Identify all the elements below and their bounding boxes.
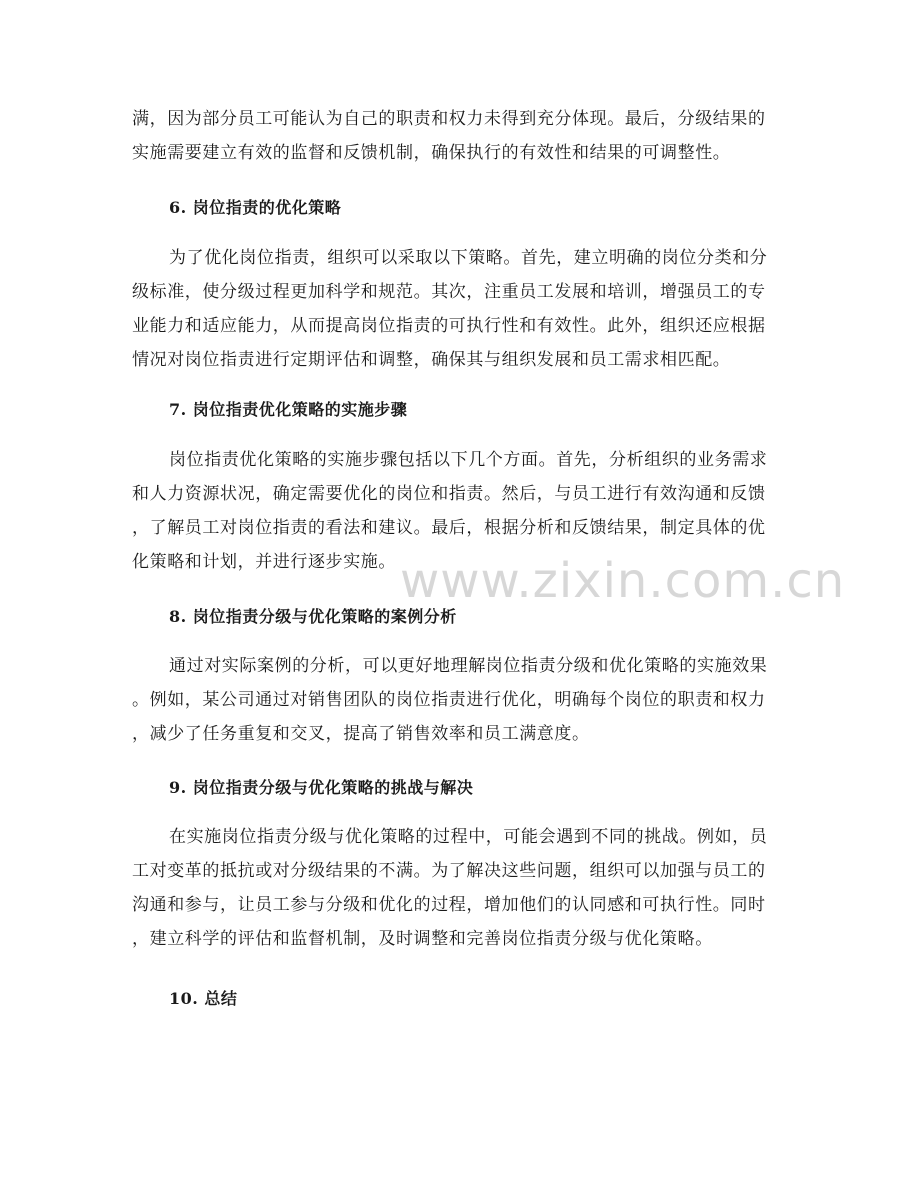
section-6-body (132, 241, 792, 377)
paragraph-line: 级标准，使分级过程更加科学和规范。其次，注重员工发展和培训，增强员工的专 (132, 282, 766, 302)
section-heading: 10. 总结 (169, 989, 238, 1008)
section-heading: 7. 岗位指责优化策略的实施步骤 (169, 400, 408, 419)
paragraph-line: 满，因为部分员工可能认为自己的职责和权力未得到充分体现。最后，分级结果的 (132, 109, 766, 129)
paragraph-line: 。例如，某公司通过对销售团队的岗位指责进行优化，明确每个岗位的职责和权力 (132, 690, 766, 710)
section-heading: 9. 岗位指责分级与优化策略的挑战与解决 (169, 778, 474, 797)
paragraph-line: 岗位指责优化策略的实施步骤包括以下几个方面。首先，分析组织的业务需求 (169, 450, 768, 470)
paragraph-line: 化策略和计划，并进行逐步实施。 (132, 552, 396, 572)
section-9 (132, 771, 792, 805)
paragraph-line: 通过对实际案例的分析，可以更好地理解岗位指责分级和优化策略的实施效果 (169, 656, 768, 676)
section-9-body (132, 820, 792, 956)
section-8-body (132, 649, 792, 751)
paragraph-line: 在实施岗位指责分级与优化策略的过程中，可能会遇到不同的挑战。例如，员 (169, 827, 768, 847)
paragraph-line: 情况对岗位指责进行定期评估和调整，确保其与组织发展和员工需求相匹配。 (132, 350, 731, 370)
paragraph-line: ，建立科学的评估和监督机制，及时调整和完善岗位指责分级与优化策略。 (132, 929, 713, 949)
paragraph-line: 工对变革的抵抗或对分级结果的不满。为了解决这些问题，组织可以加强与员工的 (132, 861, 766, 881)
watermark: www.zixin.com.cn (400, 553, 846, 609)
section-7-body (132, 443, 792, 579)
section-6 (132, 191, 792, 225)
section-10 (132, 982, 792, 1016)
paragraph-line: 沟通和参与，让员工参与分级和优化的过程，增加他们的认同感和可执行性。同时 (132, 895, 766, 915)
paragraph-line: 为了优化岗位指责，组织可以采取以下策略。首先，建立明确的岗位分类和分 (169, 248, 768, 268)
paragraph-line: 业能力和适应能力，从而提高岗位指责的可执行性和有效性。此外，组织还应根据 (132, 316, 766, 336)
paragraph-line: 实施需要建立有效的监督和反馈机制，确保执行的有效性和结果的可调整性。 (132, 143, 731, 163)
intro-paragraph (132, 102, 792, 170)
section-heading: 6. 岗位指责的优化策略 (169, 198, 342, 217)
section-7 (132, 393, 792, 427)
paragraph-line: 和人力资源状况，确定需要优化的岗位和指责。然后，与员工进行有效沟通和反馈 (132, 484, 766, 504)
section-8 (132, 600, 792, 634)
paragraph-line: ，了解员工对岗位指责的看法和建议。最后，根据分析和反馈结果，制定具体的优 (132, 518, 766, 538)
paragraph-line: ，减少了任务重复和交叉，提高了销售效率和员工满意度。 (132, 724, 590, 744)
section-heading: 8. 岗位指责分级与优化策略的案例分析 (169, 607, 457, 626)
